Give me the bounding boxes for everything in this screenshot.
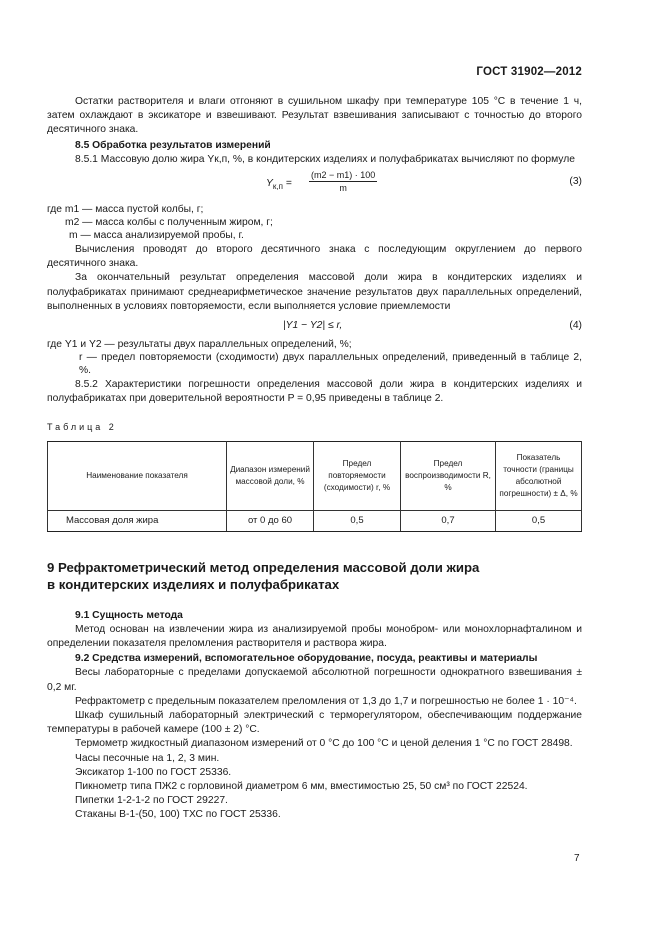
formula-4 [47,317,582,335]
paragraph-8-5-1: 8.5.1 Массовую долю жира Yк,п, %, в кондитерских изделиях и полуфабрикатах вычисляют по формуле [75,153,575,165]
standard-header: ГОСТ 31902—2012 [476,66,582,78]
definition-m2: m2 — масса колбы с полученным жиром, г; [65,217,273,229]
header-repeatability: Предел повторяемости (сходимости) r, % [314,441,401,510]
cell-accuracy: 0,5 [496,510,582,531]
final-result-paragraph: За окончательный результат определения массовой доли жира в кондитерских изделиях и полуфабрикатах принимают среднеарифметическое значение результатов двух параллельных определений, выполненных в условиях повторяемости, если выполняется условие приемлемости [47,272,582,312]
section-8-5-heading: 8.5 Обработка результатов измерений [75,139,271,151]
section-9-title [47,559,582,593]
equipment-item: Термометр жидкостный диапазоном измерений от 0 °С до 100 °С и ценой деления 1 °С по ГОСТ 28498. [75,738,573,750]
intro-paragraph: Остатки растворителя и влаги отгоняют в сушильном шкафу при температуре 105 °С в течение 1 ч, затем охлаждают в эксикаторе и взвешивают. Результат взвешивания записывают с точностью до второго десятичного знака. [47,96,582,136]
cell-repeatability: 0,5 [314,510,401,531]
equipment-item: Рефрактометр с предельным показателем преломления от 1,3 до 1,7 и погрешностью не более 1 · 10⁻⁴. [75,695,577,707]
formula-3 [47,169,582,201]
header-accuracy: Показатель точности (границы абсолютной погрешности) ± Δ, % [496,441,582,510]
paragraph-8-5-2: 8.5.2 Характеристики погрешности определения массовой доли жира в кондитерских изделиях и полуфабрикатах при доверительной вероятности P = 0,95 приведены в таблице 2. [47,379,582,405]
equipment-item: Пипетки 1-2-1-2 по ГОСТ 29227. [75,795,228,807]
formula-4-expression: |Y1 − Y2| ≤ r, [283,320,343,332]
table-row [48,510,582,531]
equipment-item: Часы песочные на 1, 2, 3 мин. [75,752,220,764]
definition-y: где Y1 и Y2 — результаты двух параллельных определений, %; [47,339,352,351]
page-content [47,95,582,823]
equation-number-4: (4) [569,320,582,332]
formula-3-fraction [309,169,377,194]
table-2 [47,441,582,532]
table-2-caption: Таблица 2 [47,422,117,433]
equipment-item: Шкаф сушильный лабораторный электрический с терморегулятором, обеспечивающим поддержание температуры в рабочей камере (100 ± 2) °С. [47,710,582,736]
formula-3-definitions [47,203,582,242]
equipment-item: Эксикатор 1-100 по ГОСТ 25336. [75,766,232,778]
equipment-item: Пикнометр типа ПЖ2 с горловиной диаметром 6 мм, вместимостью 25, 50 см³ по ГОСТ 22524. [75,781,528,793]
definition-m: m — масса анализируемой пробы, г. [69,230,244,242]
table-header-row [48,441,582,510]
equipment-item: Стаканы В-1-(50, 100) ТХС по ГОСТ 25336. [75,809,281,821]
definition-m1: где m1 — масса пустой колбы, г; [47,204,204,216]
cell-range: от 0 до 60 [227,510,314,531]
section-9-1-heading: 9.1 Сущность метода [75,609,183,621]
definition-r: r — предел повторяемости (сходимости) двух параллельных определений, приведенный в таблице 2, %. [79,352,582,377]
equipment-item: Весы лабораторные с пределами допускаемой абсолютной погрешности однократного взвешивания ± 0,2 мг. [47,667,582,693]
formula-3-numerator: (m2 − m1) · 100 [311,170,376,181]
page-number: 7 [574,853,580,864]
formula-4-definitions [47,338,582,377]
header-reproducibility: Предел воспроизводимости R, % [401,441,496,510]
cell-reproducibility: 0,7 [401,510,496,531]
formula-3-denominator: m [339,183,347,194]
cell-indicator: Массовая доля жира [48,510,227,531]
equation-number-3: (3) [569,176,582,188]
header-range: Диапазон измерений массовой доли, % [227,441,314,510]
paragraph-9-1: Метод основан на извлечении жира из анализируемой пробы монобром- или монохлорнафталином и определении показателя преломления растворителя и раствора жира. [47,623,582,650]
header-indicator: Наименование показателя [48,441,227,510]
section-9-title-line-1: 9 Рефрактометрический метод определения массовой доли жира [47,559,480,575]
section-9-title-line-2: в кондитерских изделиях и полуфабрикатах [47,576,340,592]
rounding-paragraph: Вычисления проводят до второго десятичного знака с последующим округлением до первого десятичного знака. [47,244,582,270]
section-9-2-heading: 9.2 Средства измерений, вспомогательное оборудование, посуда, реактивы и материалы [75,653,538,665]
formula-3-lhs: $Y_{к,п}$ = [266,178,292,192]
